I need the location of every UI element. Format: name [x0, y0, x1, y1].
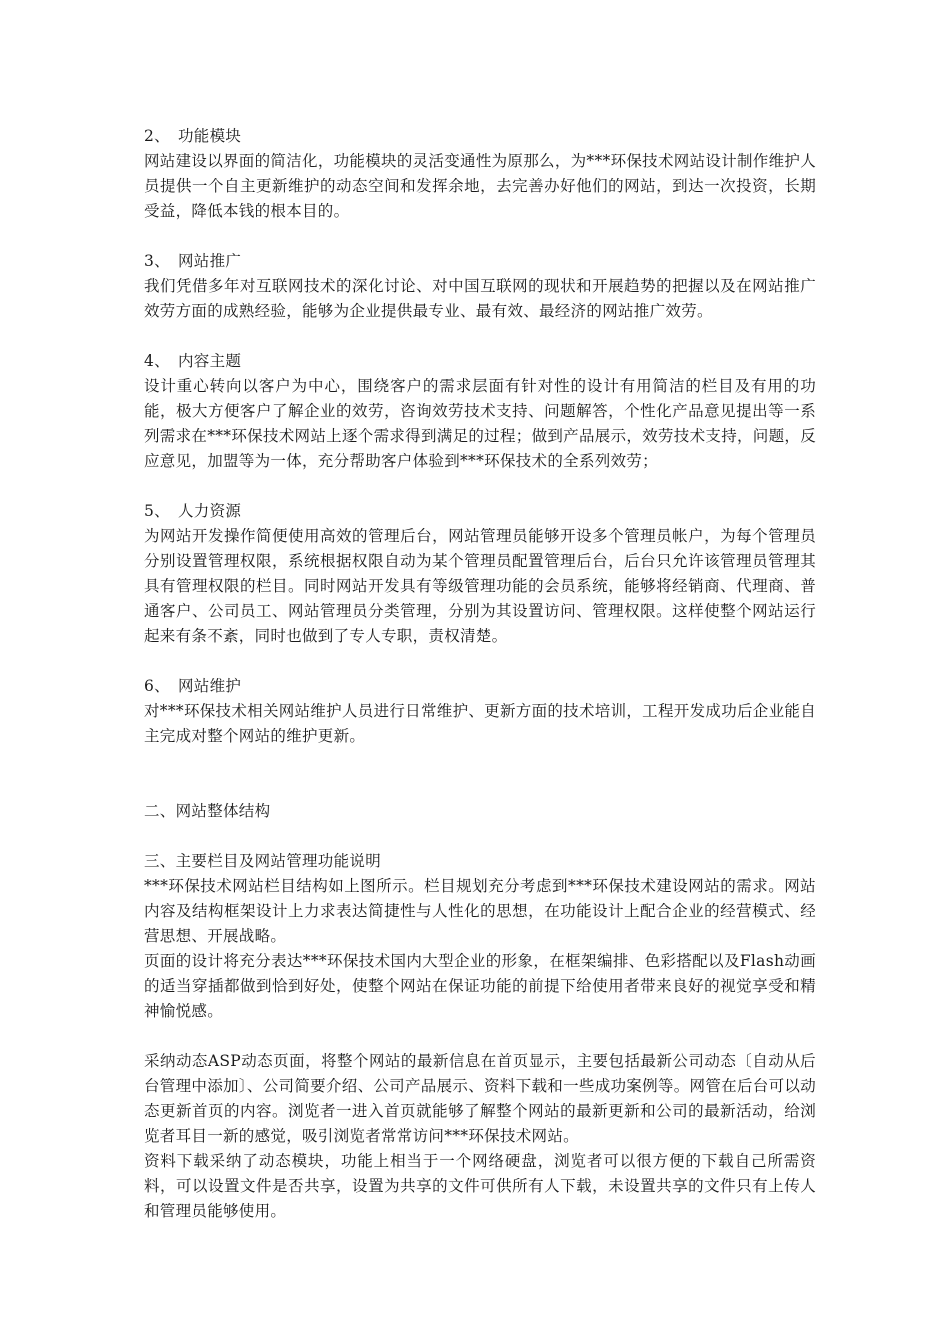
- section-4-heading: [144, 349, 816, 374]
- section-3-heading: [144, 249, 816, 274]
- part-3-title: 三、主要栏目及网站管理功能说明: [144, 852, 382, 870]
- section-6-heading: [144, 674, 816, 699]
- part-3-paragraph-4: 资料下载采纳了动态模块，功能上相当于一个网络硬盘，浏览者可以很方便的下载自己所需资料，可以设置文件是否共享，设置为共享的文件可供所有人下载，未设置共享的文件只有上传人和管理员能够使用。: [144, 1152, 816, 1220]
- spacer: [144, 749, 816, 799]
- section-5-number: 5、: [144, 502, 170, 520]
- section-2-title: 功能模块: [178, 127, 242, 145]
- spacer: [144, 474, 816, 499]
- section-5-title: 人力资源: [178, 502, 242, 520]
- section-3-title: 网站推广: [178, 252, 242, 270]
- spacer: [144, 1024, 816, 1049]
- section-6-body: 对***环保技术相关网站维护人员进行日常维护、更新方面的技术培训，工程开发成功后企业能自主完成对整个网站的维护更新。: [144, 702, 816, 745]
- section-5-body: 为网站开发操作简便使用高效的管理后台，网站管理员能够开设多个管理员帐户，为每个管理员分别设置管理权限，系统根据权限自动为某个管理员配置管理后台，后台只允许该管理员管理其具有管理权限的栏目。同时网站开发具有等级管理功能的会员系统，能够将经销商、代理商、普通客户、公司员工、网站管理员分类管理，分别为其设置访问、管理权限。这样使整个网站运行起来有条不紊，同时也做到了专人专职，责权清楚。: [144, 527, 816, 645]
- part-2-title: 二、网站整体结构: [144, 802, 271, 820]
- section-5-heading: [144, 499, 816, 524]
- document-page: [144, 124, 816, 1224]
- section-4-title: 内容主题: [178, 352, 242, 370]
- section-4-body: 设计重心转向以客户为中心，围绕客户的需求层面有针对性的设计有用简洁的栏目及有用的功能，极大方便客户了解企业的效劳，咨询效劳技术支持、问题解答，个性化产品意见提出等一系列需求在***环保技术网站上逐个需求得到满足的过程；做到产品展示，效劳技术支持，问题，反应意见，加盟等为一体，充分帮助客户体验到***环保技术的全系列效劳；: [144, 377, 816, 470]
- section-2-body: 网站建设以界面的简洁化，功能模块的灵活变通性为原那么，为***环保技术网站设计制作维护人员提供一个自主更新维护的动态空间和发挥余地，去完善办好他们的网站，到达一次投资，长期受益，降低本钱的根本目的。: [144, 152, 816, 220]
- spacer: [144, 649, 816, 674]
- spacer: [144, 824, 816, 849]
- section-3-number: 3、: [144, 252, 170, 270]
- section-3-body: 我们凭借多年对互联网技术的深化讨论、对中国互联网的现状和开展趋势的把握以及在网站推广效劳方面的成熟经验，能够为企业提供最专业、最有效、最经济的网站推广效劳。: [144, 277, 816, 320]
- spacer: [144, 324, 816, 349]
- section-4-number: 4、: [144, 352, 170, 370]
- spacer: [144, 224, 816, 249]
- section-6-title: 网站维护: [178, 677, 242, 695]
- part-3-paragraph-3: 采纳动态ASP动态页面，将整个网站的最新信息在首页显示，主要包括最新公司动态〔自动从后台管理中添加〕、公司简要介绍、公司产品展示、资料下载和一些成功案例等。网管在后台可以动态更新首页的内容。浏览者一进入首页就能够了解整个网站的最新更新和公司的最新活动，给浏览者耳目一新的感觉，吸引浏览者常常访问***环保技术网站。: [144, 1052, 816, 1145]
- part-3-paragraph-2: 页面的设计将充分表达***环保技术国内大型企业的形象，在框架编排、色彩搭配以及Flash动画的适当穿插都做到恰到好处，使整个网站在保证功能的前提下给使用者带来良好的视觉享受和精神愉悦感。: [144, 952, 816, 1020]
- section-2-number: 2、: [144, 127, 170, 145]
- section-2-heading: [144, 124, 816, 149]
- section-6-number: 6、: [144, 677, 170, 695]
- part-3-paragraph-1: ***环保技术网站栏目结构如上图所示。栏目规划充分考虑到***环保技术建设网站的需求。网站内容及结构框架设计上力求表达简捷性与人性化的思想，在功能设计上配合企业的经营模式、经营思想、开展战略。: [144, 877, 816, 945]
